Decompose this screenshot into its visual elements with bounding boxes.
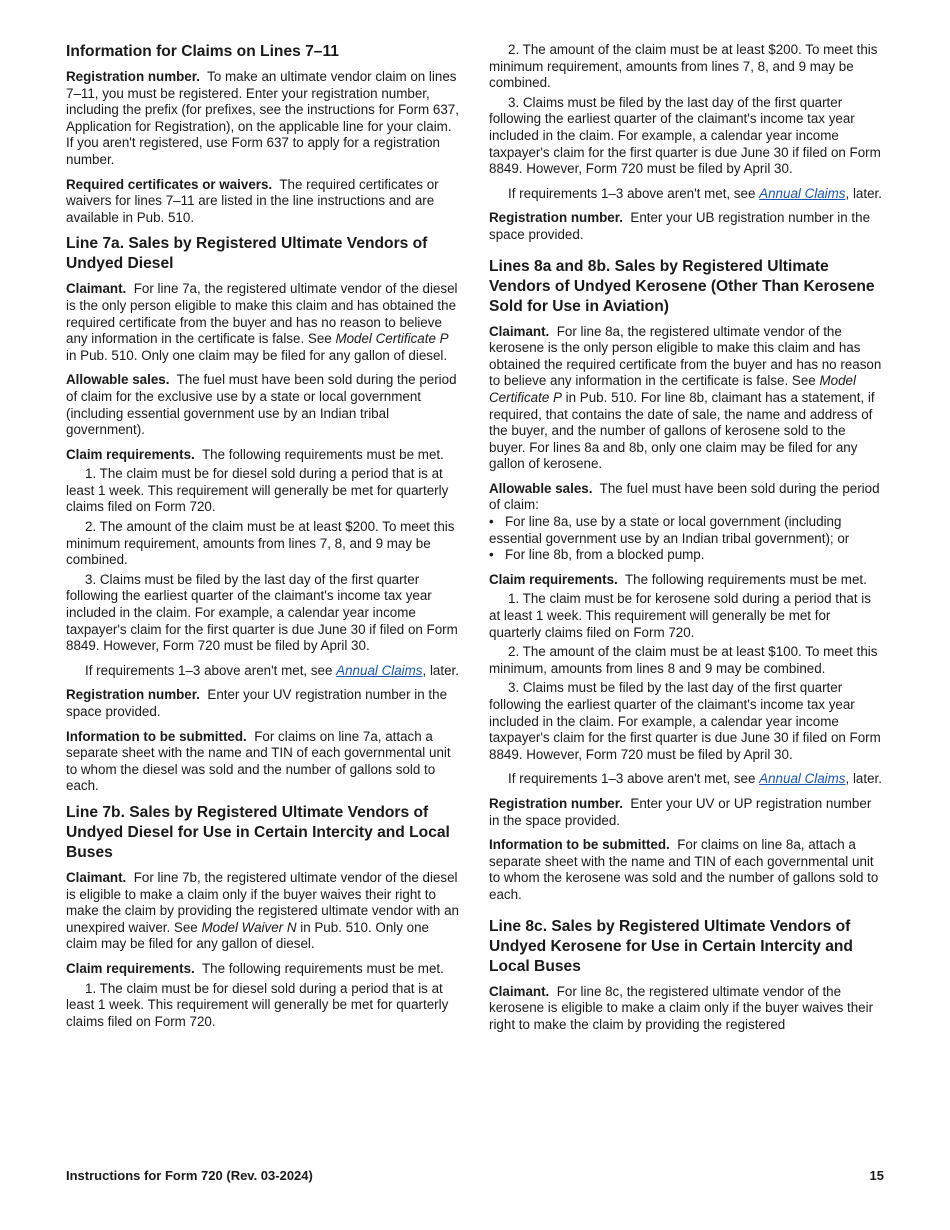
run-in-heading: Claimant.: [66, 869, 127, 885]
paragraph-information-submitted: [489, 837, 885, 903]
paragraph-text: , later.: [422, 662, 459, 678]
paragraph-text: , later.: [845, 185, 882, 201]
run-in-heading: Claim requirements.: [66, 960, 195, 976]
page-number: 15: [869, 1168, 884, 1183]
requirement-item: 3. Claims must be filed by the last day of the first quarter following the earliest quarter of the claimant's income tax year included in the claim. For example, a calendar year income taxpayer's claim for the first quarter is due June 30 if filed on Form 8849. However, Form 720 must be filed by April 30.: [489, 680, 881, 762]
requirement-item: 3. Claims must be filed by the last day of the first quarter following the earliest quarter of the claimant's income tax year included in the claim. For example, a calendar year income taxpayer's claim for the first quarter is due June 30 if filed on Form 8849. However, Form 720 must be filed by April 30.: [489, 94, 881, 177]
paragraph-information-submitted: [66, 729, 462, 795]
italic-reference: Model Certificate P: [489, 373, 856, 405]
paragraph-allowable-sales: [489, 481, 885, 514]
requirement-item: 2. The amount of the claim must be at least $100. To meet this minimum, amounts from lines 8 and 9 may be combined.: [489, 644, 878, 676]
run-in-heading: Claimant.: [489, 983, 550, 999]
paragraph-annual-claims-ref: [66, 663, 462, 680]
run-in-heading: Allowable sales.: [489, 480, 593, 496]
paragraph-text: The fuel must have been sold during the period of claim for the exclusive use by a state or local government (including essential government use by an Indian tribal government).: [66, 372, 457, 438]
paragraph-text: If requirements 1–3 above aren't met, see: [508, 185, 760, 201]
requirement-item: 2. The amount of the claim must be at least $200. To meet this minimum requirement, amounts from lines 7, 8, and 9 may be combined.: [66, 519, 455, 568]
paragraph-claim-requirements: [66, 961, 462, 978]
run-in-heading: Information to be submitted.: [66, 728, 247, 744]
run-in-heading: Claim requirements.: [489, 571, 618, 587]
paragraph-text: The required certificates or waivers for lines 7–11 are listed in the line instructions and are available in Pub. 510.: [66, 176, 439, 225]
paragraph-text: Enter your UB registration number in the space provided.: [489, 210, 871, 242]
paragraph-text: Enter your UV or UP registration number in the space provided.: [489, 795, 872, 828]
annual-claims-link[interactable]: Annual Claims: [336, 662, 423, 678]
paragraph-claimant: [489, 984, 885, 1034]
run-in-heading: Registration number.: [66, 69, 200, 84]
section-heading-line-7a: Line 7a. Sales by Registered Ultimate Vendors of Undyed Diesel: [66, 235, 428, 273]
paragraph-allowable-sales: [66, 372, 462, 438]
run-in-heading: Claimant.: [489, 323, 550, 339]
paragraph-registration-number-ub: [489, 210, 885, 243]
run-in-heading: Registration number.: [489, 210, 623, 226]
paragraph-claim-requirements: [66, 447, 462, 464]
paragraph-text: For line 8c, the registered ultimate vendor of the kerosene is eligible to make a claim only if the buyer waives their right to make the claim by providing the registered: [489, 983, 874, 1032]
footer-form-title: Instructions for Form 720 (Rev. 03-2024): [66, 1168, 313, 1183]
paragraph-text: , later.: [845, 771, 882, 787]
paragraph-annual-claims-ref: [489, 771, 885, 788]
paragraph-text: The following requirements must be met.: [201, 960, 444, 976]
requirement-item: 3. Claims must be filed by the last day of the first quarter following the earliest quarter of the claimant's income tax year included in the claim. For example, a calendar year income taxpayer's claim for the first quarter is due June 30 if filed on Form 8849. However, Form 720 must be filed by April 30.: [66, 571, 458, 654]
paragraph-text: The following requirements must be met.: [201, 446, 444, 462]
paragraph-claimant: [489, 324, 885, 473]
paragraph-claimant: [66, 281, 462, 364]
paragraph-text: The following requirements must be met.: [624, 571, 867, 587]
section-heading-line-8c: Line 8c. Sales by Registered Ultimate Vendors of Undyed Kerosene for Use in Certain Intercity and Local Buses: [489, 917, 853, 975]
paragraph-text: For line 7a, the registered ultimate vendor of the diesel is the only person eligible to make this claim and has obtained the required certificate from the buyer and has no reason to believe any information in the certificate is false. See: [66, 281, 458, 347]
run-in-heading: Claimant.: [66, 281, 127, 297]
paragraph-text: in Pub. 510. Only one claim may be filed for any gallon of diesel.: [66, 919, 430, 952]
run-in-heading: Registration number.: [66, 687, 200, 703]
paragraph-text: If requirements 1–3 above aren't met, see: [85, 662, 337, 678]
requirement-item: 1. The claim must be for kerosene sold during a period that is at least 1 week. This requirement will generally be met for quarterly claims filed on Form 720.: [489, 591, 871, 640]
italic-reference: Model Certificate P: [335, 331, 449, 347]
paragraph-text: For claims on line 8a, attach a separate sheet with the name and TIN of each governmental unit to whom the kerosene was sold and the number of gallons sold to each.: [489, 837, 879, 902]
paragraph-text: For claims on line 7a, attach a separate sheet with the name and TIN of each governmental unit to whom the diesel was sold and the number of gallons sold to each.: [66, 728, 451, 794]
run-in-heading: Required certificates or waivers.: [66, 176, 273, 192]
run-in-heading: Information to be submitted.: [489, 837, 670, 853]
paragraph-text: For line 8a, use by a state or local government (including essential government use by an Indian tribal government); or: [489, 514, 850, 546]
paragraph-claimant: [66, 870, 462, 953]
paragraph-registration-number: [66, 69, 462, 169]
annual-claims-link[interactable]: Annual Claims: [759, 185, 846, 201]
italic-reference: Model Waiver N: [201, 919, 297, 935]
run-in-heading: Registration number.: [489, 795, 623, 811]
run-in-heading: Allowable sales.: [66, 372, 170, 388]
paragraph-text: To make an ultimate vendor claim on lines 7–11, you must be registered. Enter your registration number, including the prefix (for prefixes, see the instructions for Form 637, Application for Registration), on the applicable line for your claim. If you aren't registered, use Form 637 to apply for a registration number.: [66, 69, 459, 167]
paragraph-text: For line 8b, from a blocked pump.: [505, 547, 705, 563]
requirement-item: 1. The claim must be for diesel sold during a period that is at least 1 week. This requirement will generally be met for quarterly claims filed on Form 720.: [66, 980, 449, 1029]
section-heading-claims-info: Information for Claims on Lines 7–11: [66, 43, 339, 60]
annual-claims-link[interactable]: Annual Claims: [759, 771, 846, 787]
bullet-icon: •: [489, 514, 494, 530]
paragraph-text: in Pub. 510. Only one claim may be filed for any gallon of diesel.: [66, 347, 448, 363]
paragraph-text: If requirements 1–3 above aren't met, see: [508, 771, 760, 787]
left-column: [66, 42, 462, 1033]
section-heading-line-7b: Line 7b. Sales by Registered Ultimate Vendors of Undyed Diesel for Use in Certain Intercity and Local Buses: [66, 803, 450, 861]
paragraph-annual-claims-ref: [489, 186, 885, 203]
paragraph-claim-requirements: [489, 572, 885, 589]
paragraph-text: For line 8a, the registered ultimate vendor of the kerosene is the only person eligible to make this claim and has obtained the required certificate from the buyer and has no reason to believe any information in the certificate is false. See: [489, 323, 882, 389]
paragraph-text: Enter your UV registration number in the space provided.: [66, 687, 448, 719]
paragraph-registration-number-uv-up: [489, 796, 885, 829]
paragraph-text: For line 7b, the registered ultimate vendor of the diesel is eligible to make a claim only if the buyer waives their right to make the claim by providing the registered ultimate vendor with an unexpired waiver. See: [66, 869, 459, 935]
paragraph-required-certificates: [66, 177, 462, 227]
requirement-item: 1. The claim must be for diesel sold during a period that is at least 1 week. This requirement will generally be met for quarterly claims filed on Form 720.: [66, 466, 449, 515]
paragraph-text: The fuel must have been sold during the period of claim:: [489, 480, 880, 513]
requirement-item: 2. The amount of the claim must be at least $200. To meet this minimum requirement, amounts from lines 7, 8, and 9 may be combined.: [489, 42, 878, 91]
run-in-heading: Claim requirements.: [66, 446, 195, 462]
paragraph-registration-number-uv: [66, 687, 462, 720]
paragraph-text: in Pub. 510. For line 8b, claimant has a statement, if required, that contains the date of sale, the name and address of the buyer, and the number of gallons of kerosene sold to the buyer. For lines 8a and 8b, only one claim may be filed for any gallon of kerosene.: [489, 389, 875, 472]
bullet-icon: •: [489, 547, 494, 563]
right-column: [489, 42, 885, 1041]
section-heading-lines-8a-8b: Lines 8a and 8b. Sales by Registered Ultimate Vendors of Undyed Kerosene (Other Than Kerosene Sold for Use in Aviation): [489, 257, 875, 315]
bullet-item: [489, 514, 885, 547]
bullet-item: [489, 547, 885, 564]
